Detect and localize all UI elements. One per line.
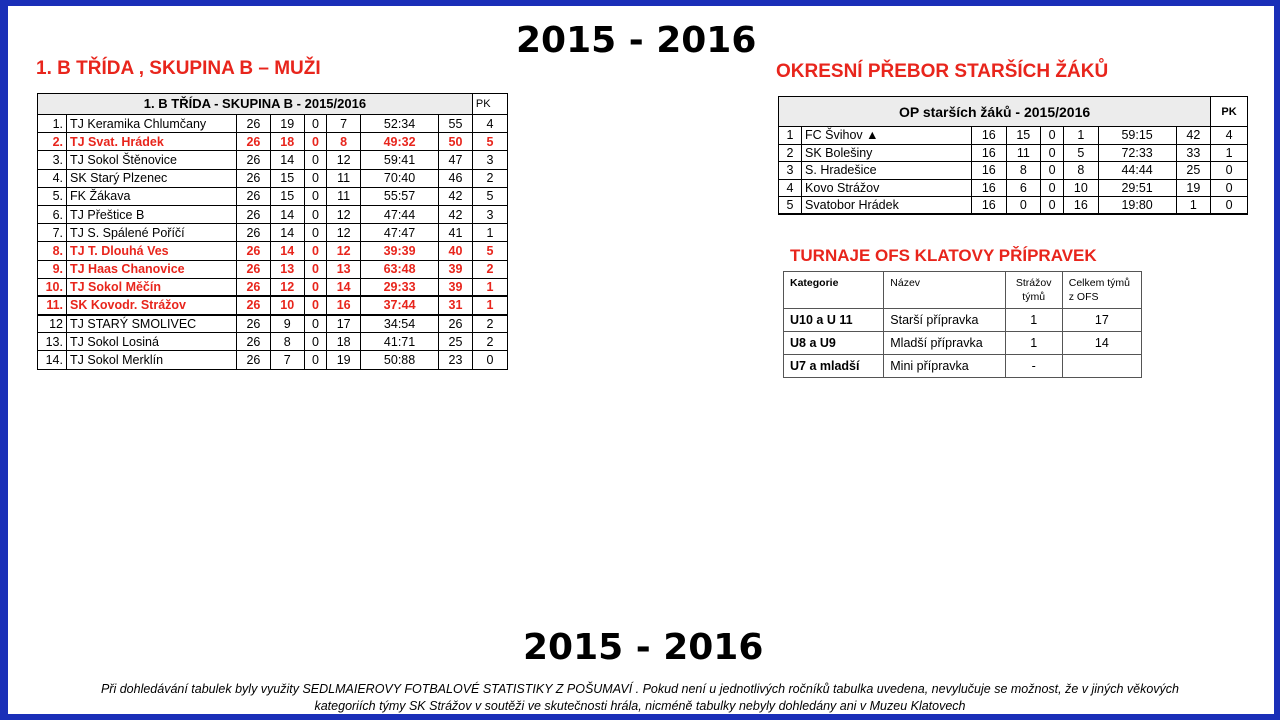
draws-cell: 0 bbox=[304, 315, 327, 333]
team-cell: TJ Sokol Měčín bbox=[67, 278, 237, 296]
draws-cell: 0 bbox=[304, 151, 327, 169]
points-cell: 26 bbox=[439, 315, 473, 333]
pk-cell: 1 bbox=[472, 278, 507, 296]
draws-cell: 0 bbox=[304, 133, 327, 151]
wins-cell: 14 bbox=[270, 242, 304, 260]
team-cell: TJ S. Spálené Poříčí bbox=[67, 224, 237, 242]
wins-cell: 15 bbox=[1006, 127, 1041, 145]
matches-cell: 26 bbox=[237, 205, 271, 223]
points-cell: 55 bbox=[439, 115, 473, 133]
matches-cell: 26 bbox=[237, 133, 271, 151]
score-cell: 39:39 bbox=[361, 242, 439, 260]
losses-cell: 13 bbox=[327, 260, 361, 278]
matches-cell: 26 bbox=[237, 115, 271, 133]
season-title-top: 2015 - 2016 bbox=[516, 20, 757, 61]
score-cell: 41:71 bbox=[361, 333, 439, 351]
pk-cell: 4 bbox=[472, 115, 507, 133]
tournaments-header-row bbox=[784, 272, 1142, 309]
points-cell: 23 bbox=[439, 351, 473, 369]
header-strazov: Strážov týmů bbox=[1005, 272, 1062, 309]
total-teams-cell: 14 bbox=[1062, 332, 1141, 355]
name-cell: Mladší přípravka bbox=[884, 332, 1005, 355]
pk-cell: 4 bbox=[1211, 127, 1248, 145]
youth-table-pk-header: PK bbox=[1211, 97, 1248, 127]
score-cell: 70:40 bbox=[361, 169, 439, 187]
team-cell: TJ T. Dlouhá Ves bbox=[67, 242, 237, 260]
position-cell: 3. bbox=[38, 151, 67, 169]
position-cell: 5 bbox=[779, 197, 802, 215]
points-cell: 46 bbox=[439, 169, 473, 187]
draws-cell: 0 bbox=[304, 296, 327, 314]
team-cell: FC Švihov ▲ bbox=[802, 127, 972, 145]
points-cell: 42 bbox=[439, 205, 473, 223]
wins-cell: 8 bbox=[270, 333, 304, 351]
league-table bbox=[37, 93, 508, 370]
matches-cell: 26 bbox=[237, 151, 271, 169]
matches-cell: 26 bbox=[237, 242, 271, 260]
team-cell: TJ Přeštice B bbox=[67, 205, 237, 223]
tournaments-heading: TURNAJE OFS KLATOVY PŘÍPRAVEK bbox=[790, 246, 1097, 265]
losses-cell: 1 bbox=[1064, 127, 1099, 145]
youth-table-row bbox=[779, 197, 1248, 215]
score-cell: 49:32 bbox=[361, 133, 439, 151]
team-cell: SK Kovodr. Strážov bbox=[67, 296, 237, 314]
position-cell: 4. bbox=[38, 169, 67, 187]
losses-cell: 12 bbox=[327, 224, 361, 242]
wins-cell: 13 bbox=[270, 260, 304, 278]
matches-cell: 16 bbox=[972, 127, 1007, 145]
losses-cell: 16 bbox=[327, 296, 361, 314]
draws-cell: 0 bbox=[304, 351, 327, 369]
wins-cell: 15 bbox=[270, 169, 304, 187]
youth-league-table bbox=[778, 96, 1248, 215]
category-cell: U8 a U9 bbox=[784, 332, 884, 355]
name-cell: Mini přípravka bbox=[884, 355, 1005, 378]
score-cell: 34:54 bbox=[361, 315, 439, 333]
tournament-row bbox=[784, 332, 1142, 355]
score-cell: 59:15 bbox=[1098, 127, 1176, 145]
points-cell: 42 bbox=[1176, 127, 1211, 145]
season-title-bottom: 2015 - 2016 bbox=[523, 627, 764, 668]
points-cell: 1 bbox=[1176, 197, 1211, 215]
score-cell: 37:44 bbox=[361, 296, 439, 314]
league-table-row bbox=[38, 315, 508, 333]
team-cell: TJ Keramika Chlumčany bbox=[67, 115, 237, 133]
wins-cell: 19 bbox=[270, 115, 304, 133]
league-table-row bbox=[38, 205, 508, 223]
wins-cell: 9 bbox=[270, 315, 304, 333]
wins-cell: 14 bbox=[270, 205, 304, 223]
pk-cell: 2 bbox=[472, 260, 507, 278]
youth-league-heading: OKRESNÍ PŘEBOR STARŠÍCH ŽÁKŮ bbox=[776, 61, 1109, 82]
position-cell: 9. bbox=[38, 260, 67, 278]
draws-cell: 0 bbox=[304, 115, 327, 133]
footnote bbox=[40, 681, 1240, 715]
youth-table-title-row bbox=[779, 97, 1248, 127]
points-cell: 40 bbox=[439, 242, 473, 260]
team-cell: TJ Svat. Hrádek bbox=[67, 133, 237, 151]
team-cell: Kovo Strážov bbox=[802, 179, 972, 197]
draws-cell: 0 bbox=[304, 278, 327, 296]
draws-cell: 0 bbox=[304, 205, 327, 223]
wins-cell: 12 bbox=[270, 278, 304, 296]
league-table-row bbox=[38, 224, 508, 242]
draws-cell: 0 bbox=[1041, 144, 1064, 162]
position-cell: 1 bbox=[779, 127, 802, 145]
pk-cell: 5 bbox=[472, 242, 507, 260]
matches-cell: 16 bbox=[972, 144, 1007, 162]
position-cell: 1. bbox=[38, 115, 67, 133]
strazov-teams-cell: 1 bbox=[1005, 332, 1062, 355]
pk-cell: 3 bbox=[472, 205, 507, 223]
pk-cell: 3 bbox=[472, 151, 507, 169]
league-table-row bbox=[38, 169, 508, 187]
score-cell: 29:33 bbox=[361, 278, 439, 296]
points-cell: 25 bbox=[1176, 162, 1211, 180]
tournament-row bbox=[784, 309, 1142, 332]
position-cell: 2. bbox=[38, 133, 67, 151]
draws-cell: 0 bbox=[304, 333, 327, 351]
league-table-row bbox=[38, 351, 508, 369]
league-table-row bbox=[38, 260, 508, 278]
matches-cell: 26 bbox=[237, 260, 271, 278]
header-kategorie: Kategorie bbox=[784, 272, 884, 309]
footnote-line-2: kategoriích týmy SK Strážov v soutěži ve skutečnosti hrála, nicméně tabulky nebyly dohledány ani v Muzeu Klatovech bbox=[314, 699, 966, 713]
draws-cell: 0 bbox=[1041, 127, 1064, 145]
wins-cell: 15 bbox=[270, 187, 304, 205]
wins-cell: 14 bbox=[270, 151, 304, 169]
points-cell: 50 bbox=[439, 133, 473, 151]
losses-cell: 8 bbox=[1064, 162, 1099, 180]
draws-cell: 0 bbox=[304, 187, 327, 205]
position-cell: 13. bbox=[38, 333, 67, 351]
draws-cell: 0 bbox=[304, 242, 327, 260]
losses-cell: 18 bbox=[327, 333, 361, 351]
points-cell: 19 bbox=[1176, 179, 1211, 197]
league-table-row bbox=[38, 333, 508, 351]
pk-cell: 2 bbox=[472, 169, 507, 187]
score-cell: 19:80 bbox=[1098, 197, 1176, 215]
league-table-row bbox=[38, 133, 508, 151]
points-cell: 31 bbox=[439, 296, 473, 314]
pk-cell: 0 bbox=[1211, 179, 1248, 197]
pk-cell: 2 bbox=[472, 333, 507, 351]
category-cell: U10 a U 11 bbox=[784, 309, 884, 332]
losses-cell: 12 bbox=[327, 242, 361, 260]
league-table-row bbox=[38, 151, 508, 169]
league-table-row bbox=[38, 115, 508, 133]
matches-cell: 26 bbox=[237, 333, 271, 351]
score-cell: 47:44 bbox=[361, 205, 439, 223]
score-cell: 44:44 bbox=[1098, 162, 1176, 180]
score-cell: 55:57 bbox=[361, 187, 439, 205]
total-teams-cell: 17 bbox=[1062, 309, 1141, 332]
league-table-title: 1. B TŘÍDA - SKUPINA B - 2015/2016 bbox=[38, 94, 473, 115]
score-cell: 29:51 bbox=[1098, 179, 1176, 197]
youth-table-title: OP starších žáků - 2015/2016 bbox=[779, 97, 1211, 127]
points-cell: 39 bbox=[439, 278, 473, 296]
position-cell: 5. bbox=[38, 187, 67, 205]
category-cell: U7 a mladší bbox=[784, 355, 884, 378]
league-table-row bbox=[38, 296, 508, 314]
position-cell: 10. bbox=[38, 278, 67, 296]
score-cell: 72:33 bbox=[1098, 144, 1176, 162]
score-cell: 50:88 bbox=[361, 351, 439, 369]
tournaments-table bbox=[783, 271, 1142, 378]
position-cell: 12 bbox=[38, 315, 67, 333]
matches-cell: 26 bbox=[237, 187, 271, 205]
footnote-line-1: Při dohledávání tabulek byly využity SEDLMAIEROVY FOTBALOVÉ STATISTIKY Z POŠUMAVÍ . Pokud není u jednotlivých ročníků tabulka uvedena, nevylučuje se možnost, že v jiných věkových bbox=[100, 682, 1180, 696]
wins-cell: 8 bbox=[1006, 162, 1041, 180]
matches-cell: 26 bbox=[237, 315, 271, 333]
position-cell: 14. bbox=[38, 351, 67, 369]
losses-cell: 5 bbox=[1064, 144, 1099, 162]
youth-table-row bbox=[779, 179, 1248, 197]
score-cell: 63:48 bbox=[361, 260, 439, 278]
draws-cell: 0 bbox=[1041, 162, 1064, 180]
draws-cell: 0 bbox=[304, 224, 327, 242]
team-cell: SK Bolešiny bbox=[802, 144, 972, 162]
team-cell: TJ Sokol Štěnovice bbox=[67, 151, 237, 169]
losses-cell: 12 bbox=[327, 151, 361, 169]
losses-cell: 19 bbox=[327, 351, 361, 369]
league-heading: 1. B TŘÍDA , SKUPINA B – MUŽI bbox=[36, 58, 321, 79]
matches-cell: 16 bbox=[972, 162, 1007, 180]
matches-cell: 16 bbox=[972, 197, 1007, 215]
position-cell: 8. bbox=[38, 242, 67, 260]
points-cell: 47 bbox=[439, 151, 473, 169]
losses-cell: 16 bbox=[1064, 197, 1099, 215]
draws-cell: 0 bbox=[1041, 179, 1064, 197]
matches-cell: 26 bbox=[237, 351, 271, 369]
pk-cell: 1 bbox=[1211, 144, 1248, 162]
position-cell: 2 bbox=[779, 144, 802, 162]
points-cell: 33 bbox=[1176, 144, 1211, 162]
score-cell: 52:34 bbox=[361, 115, 439, 133]
wins-cell: 6 bbox=[1006, 179, 1041, 197]
position-cell: 3 bbox=[779, 162, 802, 180]
team-cell: TJ Sokol Merklín bbox=[67, 351, 237, 369]
points-cell: 41 bbox=[439, 224, 473, 242]
losses-cell: 11 bbox=[327, 169, 361, 187]
position-cell: 6. bbox=[38, 205, 67, 223]
wins-cell: 10 bbox=[270, 296, 304, 314]
league-table-pk-header: PK bbox=[472, 94, 507, 115]
pk-cell: 1 bbox=[472, 296, 507, 314]
name-cell: Starší přípravka bbox=[884, 309, 1005, 332]
pk-cell: 0 bbox=[472, 351, 507, 369]
youth-table-row bbox=[779, 127, 1248, 145]
pk-cell: 5 bbox=[472, 133, 507, 151]
score-cell: 47:47 bbox=[361, 224, 439, 242]
strazov-teams-cell: - bbox=[1005, 355, 1062, 378]
points-cell: 42 bbox=[439, 187, 473, 205]
league-table-row bbox=[38, 242, 508, 260]
youth-table-row bbox=[779, 144, 1248, 162]
losses-cell: 10 bbox=[1064, 179, 1099, 197]
strazov-teams-cell: 1 bbox=[1005, 309, 1062, 332]
league-table-row bbox=[38, 278, 508, 296]
matches-cell: 26 bbox=[237, 278, 271, 296]
pk-cell: 5 bbox=[472, 187, 507, 205]
header-celkem: Celkem týmů z OFS bbox=[1062, 272, 1141, 309]
wins-cell: 7 bbox=[270, 351, 304, 369]
draws-cell: 0 bbox=[304, 169, 327, 187]
header-nazev: Název bbox=[884, 272, 1005, 309]
team-cell: FK Žákava bbox=[67, 187, 237, 205]
pk-cell: 0 bbox=[1211, 197, 1248, 215]
points-cell: 25 bbox=[439, 333, 473, 351]
pk-cell: 2 bbox=[472, 315, 507, 333]
wins-cell: 0 bbox=[1006, 197, 1041, 215]
draws-cell: 0 bbox=[304, 260, 327, 278]
team-cell: TJ Sokol Losiná bbox=[67, 333, 237, 351]
league-table-title-row bbox=[38, 94, 508, 115]
matches-cell: 16 bbox=[972, 179, 1007, 197]
wins-cell: 14 bbox=[270, 224, 304, 242]
position-cell: 7. bbox=[38, 224, 67, 242]
draws-cell: 0 bbox=[1041, 197, 1064, 215]
score-cell: 59:41 bbox=[361, 151, 439, 169]
total-teams-cell bbox=[1062, 355, 1141, 378]
losses-cell: 11 bbox=[327, 187, 361, 205]
matches-cell: 26 bbox=[237, 169, 271, 187]
team-cell: Svatobor Hrádek bbox=[802, 197, 972, 215]
pk-cell: 1 bbox=[472, 224, 507, 242]
wins-cell: 11 bbox=[1006, 144, 1041, 162]
losses-cell: 8 bbox=[327, 133, 361, 151]
team-cell: S. Hradešice bbox=[802, 162, 972, 180]
team-cell: SK Starý Plzenec bbox=[67, 169, 237, 187]
losses-cell: 12 bbox=[327, 205, 361, 223]
points-cell: 39 bbox=[439, 260, 473, 278]
losses-cell: 17 bbox=[327, 315, 361, 333]
team-cell: TJ STARÝ SMOLIVEC bbox=[67, 315, 237, 333]
matches-cell: 26 bbox=[237, 224, 271, 242]
pk-cell: 0 bbox=[1211, 162, 1248, 180]
tournament-row bbox=[784, 355, 1142, 378]
losses-cell: 7 bbox=[327, 115, 361, 133]
youth-table-row bbox=[779, 162, 1248, 180]
wins-cell: 18 bbox=[270, 133, 304, 151]
losses-cell: 14 bbox=[327, 278, 361, 296]
team-cell: TJ Haas Chanovice bbox=[67, 260, 237, 278]
league-table-row bbox=[38, 187, 508, 205]
position-cell: 4 bbox=[779, 179, 802, 197]
position-cell: 11. bbox=[38, 296, 67, 314]
matches-cell: 26 bbox=[237, 296, 271, 314]
